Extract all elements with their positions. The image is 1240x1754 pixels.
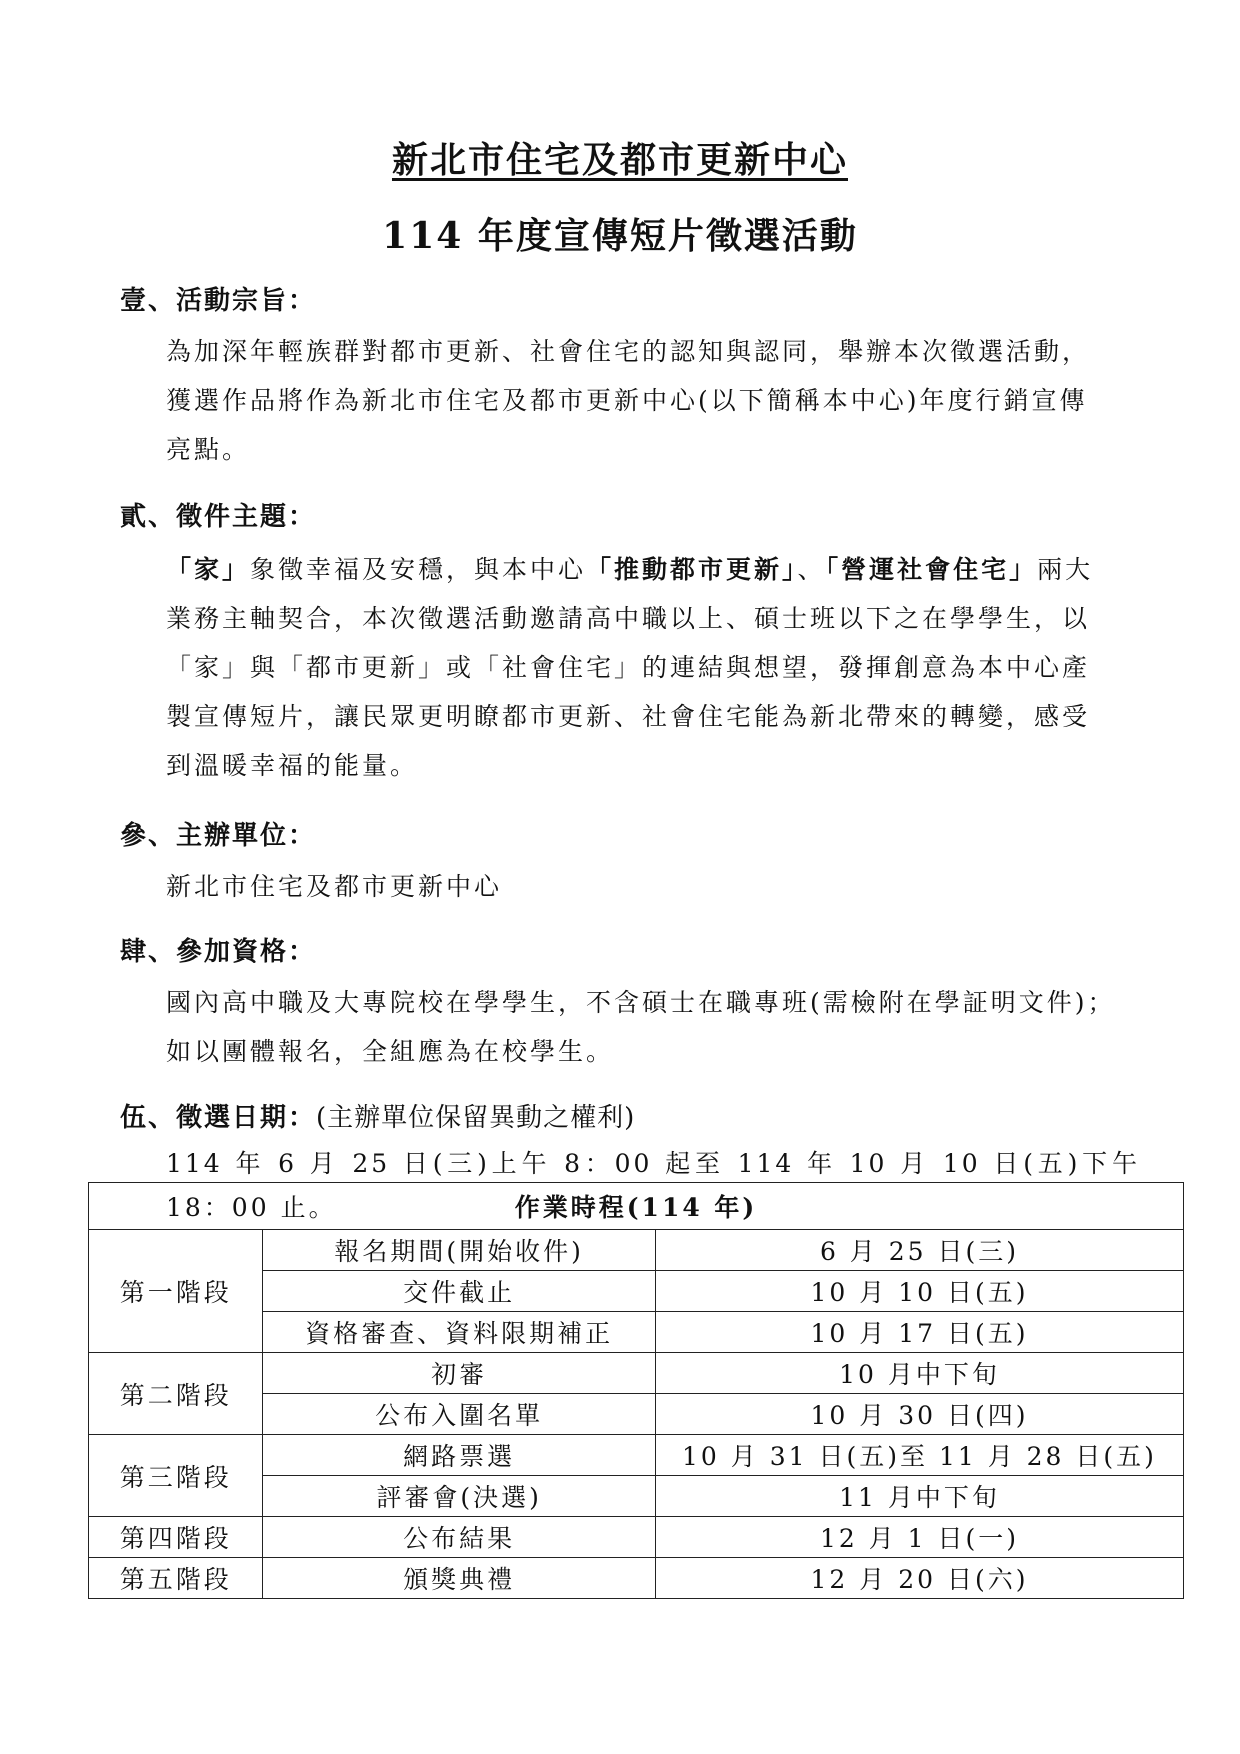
table-row [89,1517,1184,1558]
stage-cell: 第三階段 [89,1435,263,1517]
text-line: 如以團體報名，全組應為在校學生。 [166,1037,615,1066]
text-span: 象徵幸福及安穩，與本中心 [250,555,587,584]
section-theme [120,497,1140,790]
item-cell: 報名期間(開始收件) [263,1230,656,1271]
item-cell: 資格審查、資料限期補正 [263,1312,656,1353]
date-cell: 12 月 20 日(六) [655,1558,1183,1599]
section-eligibility [120,932,1140,1076]
section-body [166,978,1140,1076]
item-cell: 初審 [263,1353,656,1394]
text-line: 到溫暖幸福的能量。 [166,751,419,780]
item-cell: 評審會(決選) [263,1476,656,1517]
section-heading: 伍、徵選日期：(主辦單位保留異動之權利) [120,1103,636,1133]
date-cell: 11 月中下旬 [655,1476,1183,1517]
date-cell: 10 月中下旬 [655,1353,1183,1394]
stage-cell: 第五階段 [89,1558,263,1599]
table-row [89,1230,1184,1271]
emphasis-text: 「營運社會住宅」 [825,555,1038,584]
item-cell: 交件截止 [263,1271,656,1312]
item-cell: 網路票選 [263,1435,656,1476]
date-cell: 12 月 1 日(一) [655,1517,1183,1558]
section-heading: 貳、徵件主題： [120,502,317,532]
section-heading: 肆、參加資格： [120,937,317,967]
section-heading: 壹、活動宗旨： [120,286,317,316]
heading-note: (主辦單位保留異動之權利) [316,1103,636,1133]
table-row [89,1558,1184,1599]
stage-cell: 第二階段 [89,1353,263,1435]
table-header: 作業時程(114 年) [89,1183,1184,1230]
document-subtitle: 114 年度宣傳短片徵選活動 [382,215,858,257]
date-cell: 10 月 30 日(四) [655,1394,1183,1435]
section-body [166,327,1140,474]
section-heading: 參、主辦單位： [120,821,317,851]
schedule-table [88,1182,1184,1599]
text-span: 兩大 [1037,555,1094,584]
table-row [89,1435,1184,1476]
item-cell: 公布結果 [263,1517,656,1558]
text-line: 業務主軸契合，本次徵選活動邀請高中職以上、碩士班以下之在學學生，以 [166,604,1091,633]
text-line: 亮點。 [166,435,251,464]
section-organizer [120,816,1140,911]
stage-cell: 第四階段 [89,1517,263,1558]
text-line: 國內高中職及大專院校在學學生，不含碩士在職專班(需檢附在學証明文件)； [166,988,1116,1017]
text-line: 「家」與「都市更新」或「社會住宅」的連結與想望，發揮創意為本中心產 [166,653,1091,682]
text-line [166,545,1140,594]
item-cell: 頒獎典禮 [263,1558,656,1599]
section-body: 114 年 6 月 25 日(三)上午 8：00 起至 114 年 10 月 10 日(五)下午 18：00 止。 [166,1149,1140,1222]
section-body: 新北市住宅及都市更新中心 [166,872,503,901]
date-cell: 10 月 31 日(五)至 11 月 28 日(五) [655,1435,1183,1476]
section-purpose [120,281,1140,474]
table-row [89,1353,1184,1394]
table-header-row [89,1183,1184,1230]
date-cell: 10 月 17 日(五) [655,1312,1183,1353]
section-body [166,545,1140,790]
emphasis-text: 「家」 [166,555,251,584]
text-line: 獲選作品將作為新北市住宅及都市更新中心(以下簡稱本中心)年度行銷宣傳 [166,386,1088,415]
document-title: 新北市住宅及都市更新中心 [391,139,848,181]
stage-cell: 第一階段 [89,1230,263,1353]
date-cell: 10 月 10 日(五) [655,1271,1183,1312]
emphasis-text: 「推動都市更新」 [586,555,798,584]
item-cell: 公布入圍名單 [263,1394,656,1435]
text-line: 為加深年輕族群對都市更新、社會住宅的認知與認同，舉辦本次徵選活動， [166,337,1091,366]
text-span: 、 [797,555,826,584]
date-cell: 6 月 25 日(三) [655,1230,1183,1271]
text-line: 製宣傳短片，讓民眾更明瞭都市更新、社會住宅能為新北帶來的轉變，感受 [166,702,1091,731]
